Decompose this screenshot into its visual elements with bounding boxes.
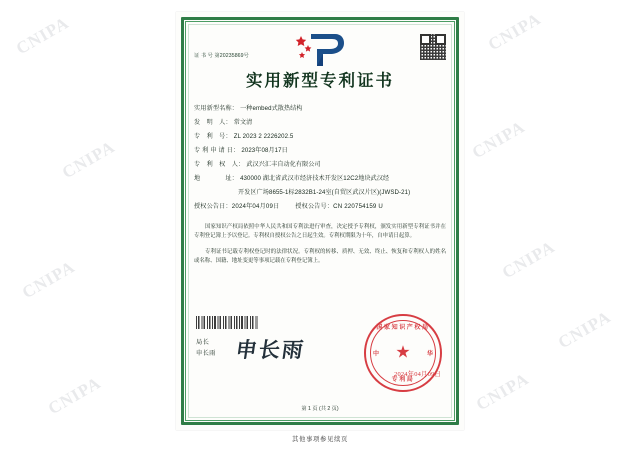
certificate-fields <box>194 105 446 212</box>
field-label: 发 明 人： <box>194 119 232 127</box>
watermark-text: CNIPA <box>554 306 615 353</box>
field-label: 授权公告号： <box>295 203 334 211</box>
seal-side-left: 中 <box>373 351 380 358</box>
director-title: 局长 <box>196 339 210 346</box>
certificate-number: 证 书 号 第20235869号 <box>194 53 249 59</box>
seal-star-icon: ★ <box>395 342 411 362</box>
body-paragraph: 专利证书记载专利权登记时的法律状况。专利权的转移、质押、无效、终止、恢复和专利权人的姓名或名称、国籍、地址变更等事项记载在专利登记簿上。 <box>194 248 446 265</box>
field-value: 430000 湖北省武汉市经济技术开发区12C2地块武汉经 <box>240 175 390 183</box>
field-row <box>194 147 446 156</box>
certificate-body-text <box>194 223 446 267</box>
watermark-text: CNIPA <box>498 236 559 283</box>
director-name: 申长雨 <box>196 349 216 357</box>
field-value: 开发区广场8655-1标2832B1-24室(自贸区武汉片区)(JWSD-21) <box>238 189 411 197</box>
field-label: 专 利 申 请 日： <box>194 147 240 155</box>
field-value: 武汉兴汇丰自动化有限公司 <box>246 161 321 169</box>
field-row <box>194 105 446 114</box>
page-footer: 第 1 页 (共 2 页) <box>301 406 339 412</box>
page-title: 实用新型专利证书 <box>246 71 394 90</box>
below-sheet-note: 其他事项参见续页 <box>292 436 348 443</box>
field-row <box>194 133 446 142</box>
cnipa-logo-icon <box>293 30 347 70</box>
watermark-text: CNIPA <box>12 12 73 59</box>
signature-block <box>194 322 446 383</box>
field-value: 一种embed式散热结构 <box>240 105 303 112</box>
watermark-text: CNIPA <box>472 368 533 415</box>
watermark-text: CNIPA <box>468 116 529 163</box>
watermark-text: CNIPA <box>18 256 79 303</box>
seal-side-right: 华 <box>426 351 433 358</box>
field-label: 授权公告日： <box>194 203 232 211</box>
watermark-text: CNIPA <box>484 8 545 55</box>
field-row <box>194 175 446 184</box>
seal-date: 2024年04月09日 <box>394 371 441 378</box>
director-label <box>196 338 216 359</box>
seal-arc-top: 国家知识产权局 <box>376 325 430 331</box>
official-red-seal <box>364 314 442 392</box>
field-label: 专 利 权 人： <box>194 161 245 169</box>
field-label: 专 利 号： <box>194 133 232 141</box>
watermark-text: CNIPA <box>58 136 119 183</box>
field-row <box>194 203 446 212</box>
certificate-content <box>194 28 446 414</box>
field-value: ZL 2023 2 2226202.5 <box>233 133 294 141</box>
field-value: 2023年08月17日 <box>241 147 288 155</box>
field-row <box>194 161 446 170</box>
field-label: 实用新型名称： <box>194 105 239 112</box>
field-row-continuation <box>194 189 446 198</box>
qr-code <box>420 34 446 60</box>
signature-barcode <box>196 316 258 329</box>
field-value: 常文清 <box>233 119 253 127</box>
patent-certificate-sheet <box>176 12 464 430</box>
field-value: CN 220754159 U <box>333 203 384 211</box>
seal-arc-bottom: 专利局 <box>391 377 415 383</box>
field-row <box>194 119 446 128</box>
field-label: 地 址： <box>194 175 239 183</box>
field-value: 2024年04月09日 <box>231 203 280 211</box>
handwritten-signature: 申长雨 <box>234 338 307 362</box>
body-paragraph: 国家知识产权局依照中华人民共和国专利法进行审查，决定授予专利权，颁发实用新型专利证书并在专利登记簿上予以登记。专利权自授权公告之日起生效。专利权期限为十年，自申请日起算。 <box>194 223 446 240</box>
watermark-text: CNIPA <box>44 372 105 419</box>
